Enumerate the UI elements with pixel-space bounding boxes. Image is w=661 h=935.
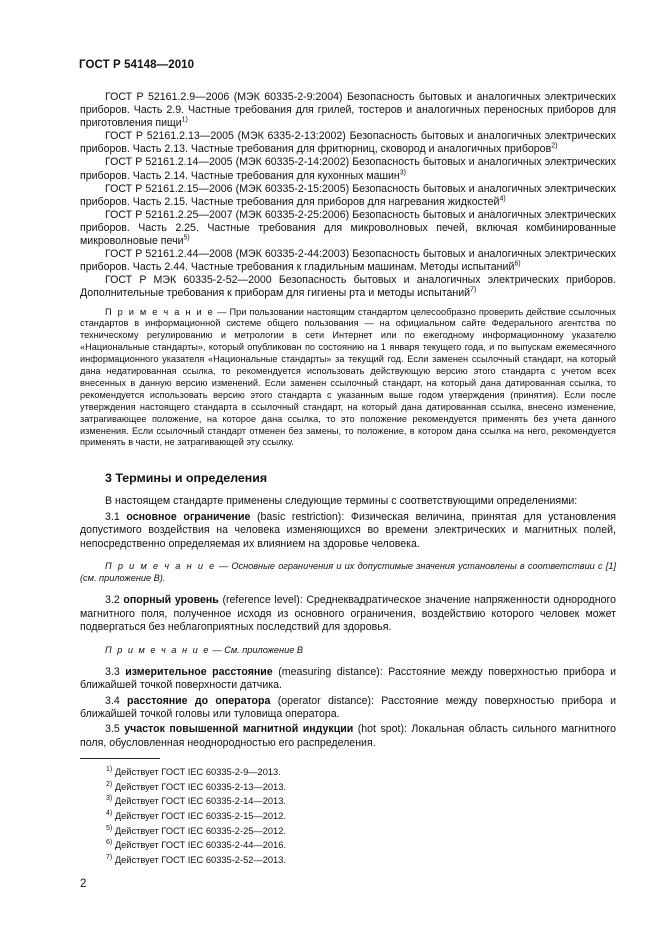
footnote-text: Действует ГОСТ IEC 60335-2-14—2013. xyxy=(112,796,286,807)
section-intro: В настоящем стандарте применены следующие термины с соответствующими определениями: xyxy=(105,495,578,508)
footnote-item xyxy=(80,765,616,780)
reference-text: ГОСТ Р 52161.2.9—2006 (МЭК 60335-2-9:2004) Безопасность бытовых и аналогичных электрических приборов. Часть 2.9. Частные требования для грилей, тостеров и аналогичных переносных приборов для приготовления пищи xyxy=(80,91,616,130)
footnote-item xyxy=(80,780,616,795)
reference-item xyxy=(80,209,616,248)
term-text: (measuring distance): Расстояние между поверхностью прибора и ближайшей точкой поверхности датчика. xyxy=(80,665,617,692)
term-text: (operator distance): Расстояние между поверхностью прибора и ближайшей точкой головы или туловища оператора. xyxy=(80,694,616,721)
reference-item xyxy=(80,183,616,209)
note-text: — При пользовании настоящим стандартом целесообразно проверить действие ссылочных стандартов в информационной системе общего пользования — на официальном сайте Федерального агентства по техническому регулированию и метрологии в сети Интернет или по ежегодному информационному указателю «Национальные стандарты», который опубликован по состоянию на 1 января текущего года, и по выпускам ежемесячного информационного указателя «Национальные стандарты» за текущий год. Если заменен ссылочный стандарт, на который дана недатированная ссылка, то рекомендуется использовать действующую версию этого стандарта с учетом всех внесенных в данную версию изменений. Если заменен ссылочный стандарт, на который дана датированная ссылка, то рекомендуется использовать версию этого стандарта с указанным выше годом утверждения (принятия). Если после утверждения настоящего стандарта в ссылочный стандарт, на который дана датированная ссылка, внесено изменение, затрагивающее положение, на которое дана ссылка, то это положение рекомендуется применять без учета данного изменения. Если ссылочный стандарт отменен без замены, то положение, в котором дана ссылка на него, рекомендуется применять в части, не затрагивающей эту ссылку. xyxy=(80,306,616,448)
reference-item xyxy=(80,130,616,156)
footnote-text: Действует ГОСТ IEC 60335-2-52—2013. xyxy=(112,854,286,865)
page-number: 2 xyxy=(80,878,87,890)
term-definition-3-2 xyxy=(80,594,616,634)
footnote-mark: 1) xyxy=(106,766,113,774)
note-text: — Основные ограничения и их допустимые значения установлены в соответствии с [1] (см. приложение В). xyxy=(80,561,617,584)
term-number: 3.3 xyxy=(105,665,126,678)
section-title: 3 Термины и определения xyxy=(105,471,268,486)
term-note-3-2 xyxy=(80,644,616,656)
reference-text: ГОСТ Р 52161.2.14—2005 (МЭК 60335-2-14:2002) Безопасность бытовых и аналогичных электрических приборов. Часть 2.14. Частные требования для кухонных машин xyxy=(80,156,616,182)
term-number: 3.5 xyxy=(105,723,125,736)
footnote-item xyxy=(80,794,616,809)
footnote-text: Действует ГОСТ IEC 60335-2-44—2016. xyxy=(112,840,286,851)
term-name: участок повышенной магнитной индукции xyxy=(124,723,354,736)
footnote-ref[interactable]: 7) xyxy=(470,286,477,294)
footnote-item xyxy=(80,853,616,868)
term-name: основное ограничение xyxy=(126,510,251,523)
note-label: П р и м е ч а н и е xyxy=(105,644,210,655)
reference-item xyxy=(80,248,616,274)
footnote-ref[interactable]: 1) xyxy=(181,116,188,124)
term-text: (hot spot): Локальная область сильного магнитного поля, обусловленная неоднородностью его распределения. xyxy=(80,723,616,749)
footnote-mark: 3) xyxy=(106,795,113,803)
footnote-text: Действует ГОСТ IEC 60335-2-25—2012. xyxy=(112,825,286,836)
note-label: П р и м е ч а н и е xyxy=(105,306,215,317)
footnote-mark: 2) xyxy=(106,780,113,788)
document-id-header: ГОСТ Р 54148—2010 xyxy=(79,59,195,71)
term-definition-3-5 xyxy=(80,723,616,750)
term-number: 3.4 xyxy=(105,694,128,707)
footnote-ref[interactable]: 4) xyxy=(499,195,506,203)
footnote-item xyxy=(80,824,616,839)
term-note-3-1 xyxy=(80,560,616,584)
term-definition-3-1 xyxy=(80,511,616,551)
reference-text: ГОСТ Р 52161.2.25—2007 (МЭК 60335-2-25:2006) Безопасность бытовых и аналогичных электрических приборов. Часть 2.25. Частные требования для микроволновых печей, включая комбинированные микроволновые печи xyxy=(80,208,616,248)
term-text: (basic restriction): Физическая величина, принятая для установления допустимого воздействия на человека изменяющихся во времени электрических и магнитных полей, непосредственно определяемая их влиянием на здоровье человека. xyxy=(80,510,617,550)
page-content xyxy=(80,91,616,867)
reference-text: ГОСТ Р 52161.2.15—2006 (МЭК 60335-2-15:2005) Безопасность бытовых и аналогичных электрических приборов. Часть 2.15. Частные требования для приборов для нагревания жидкостей xyxy=(80,182,616,208)
footnote-text: Действует ГОСТ IEC 60335-2-9—2013. xyxy=(112,767,281,778)
reference-item xyxy=(80,274,616,300)
footnote-ref[interactable]: 6) xyxy=(514,260,521,268)
footnote-text: Действует ГОСТ IEC 60335-2-13—2013. xyxy=(112,781,286,792)
footnote-mark: 5) xyxy=(106,824,113,832)
term-number: 3.2 xyxy=(105,594,124,607)
reference-item xyxy=(80,91,616,130)
reference-text: ГОСТ Р 52161.2.13—2005 (МЭК 6335-2-13:2002) Безопасность бытовых и аналогичных электрических приборов. Часть 2.13. Частные требования для фритюрниц, сковород и аналогичных приборов xyxy=(80,130,616,156)
footnote-mark: 4) xyxy=(106,809,113,817)
term-text: (reference level): Среднеквадратическое значение напряженности однородного магнитного поля, полученное исходя из основного ограничения, воздействию которого человек может подвергаться без неблагоприятных последствий для здоровья. xyxy=(80,594,617,634)
footnote-divider xyxy=(80,758,160,759)
reference-note xyxy=(80,307,616,450)
reference-text: ГОСТ Р МЭК 60335-2-52—2000 Безопасность бытовых и аналогичных электрических приборов. Дополнительные требования к приборам для гигиены рта и методы испытаний xyxy=(80,274,616,300)
term-name: измерительное расстояние xyxy=(125,665,273,678)
footnote-ref[interactable]: 2) xyxy=(551,142,558,150)
note-label: П р и м е ч а н и е xyxy=(105,561,216,571)
note-text: — См. приложение В xyxy=(209,644,303,655)
term-number: 3.1 xyxy=(105,510,127,523)
reference-item xyxy=(80,156,616,182)
term-definition-3-4 xyxy=(80,695,616,722)
footnote-text: Действует ГОСТ IEC 60335-2-15—2012. xyxy=(112,811,286,822)
footnote-mark: 7) xyxy=(106,853,113,861)
footnote-ref[interactable]: 5) xyxy=(183,234,190,242)
footnote-item xyxy=(80,838,616,853)
footnote-ref[interactable]: 3) xyxy=(399,169,406,177)
footnote-mark: 6) xyxy=(106,839,113,847)
term-name: опорный уровень xyxy=(123,594,219,607)
footnote-item xyxy=(80,809,616,824)
term-definition-3-3 xyxy=(80,666,616,693)
term-name: расстояние до оператора xyxy=(127,694,271,707)
reference-text: ГОСТ Р 52161.2.44—2008 (МЭК 60335-2-44:2003) Безопасность бытовых и аналогичных электрических приборов. Часть 2.44. Частные требования к гладильным машинам. Методы испытаний xyxy=(80,248,616,274)
